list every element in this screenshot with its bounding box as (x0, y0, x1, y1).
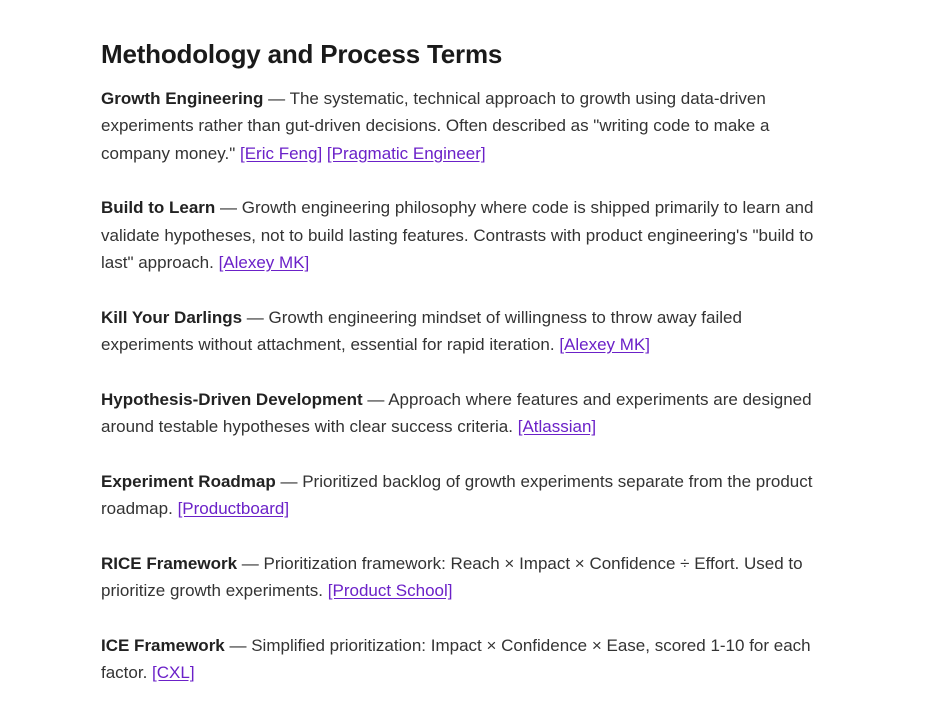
term-growth-engineering (101, 85, 829, 167)
source-link-pragmatic-engineer[interactable]: [Pragmatic Engineer] (326, 143, 486, 163)
term-name: RICE Framework (101, 554, 238, 574)
separator: — (237, 554, 264, 574)
term-hypothesis-driven-development (101, 386, 829, 441)
term-definition: Simplified prioritization: Impact × Confidence × Ease, scored 1-10 for each factor. (101, 636, 811, 683)
section-title: Methodology and Process Terms (101, 39, 503, 69)
separator: — (275, 471, 303, 491)
term-experiment-roadmap (101, 468, 829, 523)
term-name: ICE Framework (101, 636, 225, 656)
term-build-to-learn (101, 194, 829, 276)
term-rice-framework (101, 550, 829, 605)
source-link-alexey-mk[interactable]: [Alexey MK] (218, 252, 310, 272)
term-definition: Prioritization framework: Reach × Impact × Confidence ÷ Effort. Used to prioritize growth experiments. (101, 554, 803, 601)
term-definition: Prioritized backlog of growth experiments separate from the product roadmap. (101, 471, 813, 519)
source-link-eric-feng[interactable]: [Eric Feng] (239, 143, 323, 163)
term-name: Growth Engineering (101, 89, 264, 108)
term-definition: Approach where features and experiments are designed around testable hypotheses with clear success criteria. (101, 389, 812, 437)
separator: — (224, 636, 252, 656)
source-link-atlassian[interactable]: [Atlassian] (517, 417, 597, 437)
source-link-productboard[interactable]: [Productboard] (177, 499, 290, 519)
term-name: Kill Your Darlings (101, 307, 243, 327)
source-link-alexey-mk[interactable]: [Alexey MK] (559, 335, 651, 355)
term-kill-your-darlings (101, 304, 829, 359)
term-definition: Growth engineering philosophy where code is shipped primarily to learn and validate hypotheses, not to build lasting features. Contrasts with product engineering's "build to last" approach. (101, 198, 814, 272)
separator: — (263, 89, 290, 108)
source-link-cxl[interactable]: [CXL] (152, 663, 195, 683)
term-ice-framework (101, 632, 829, 687)
document-page (101, 34, 829, 714)
separator: — (242, 307, 269, 327)
term-definition: The systematic, technical approach to growth using data-driven experiments rather than gut-driven decisions. Often described as "writing code to make a company money." (101, 89, 770, 163)
source-link-product-school[interactable]: [Product School] (327, 581, 453, 601)
separator: — (362, 389, 389, 409)
term-definition: Growth engineering mindset of willingness to throw away failed experiments without attachment, essential for rapid iteration. (101, 307, 742, 355)
term-name: Experiment Roadmap (101, 471, 276, 491)
term-name: Build to Learn (101, 198, 216, 218)
term-name: Hypothesis-Driven Development (101, 389, 363, 409)
separator: — (215, 198, 242, 218)
